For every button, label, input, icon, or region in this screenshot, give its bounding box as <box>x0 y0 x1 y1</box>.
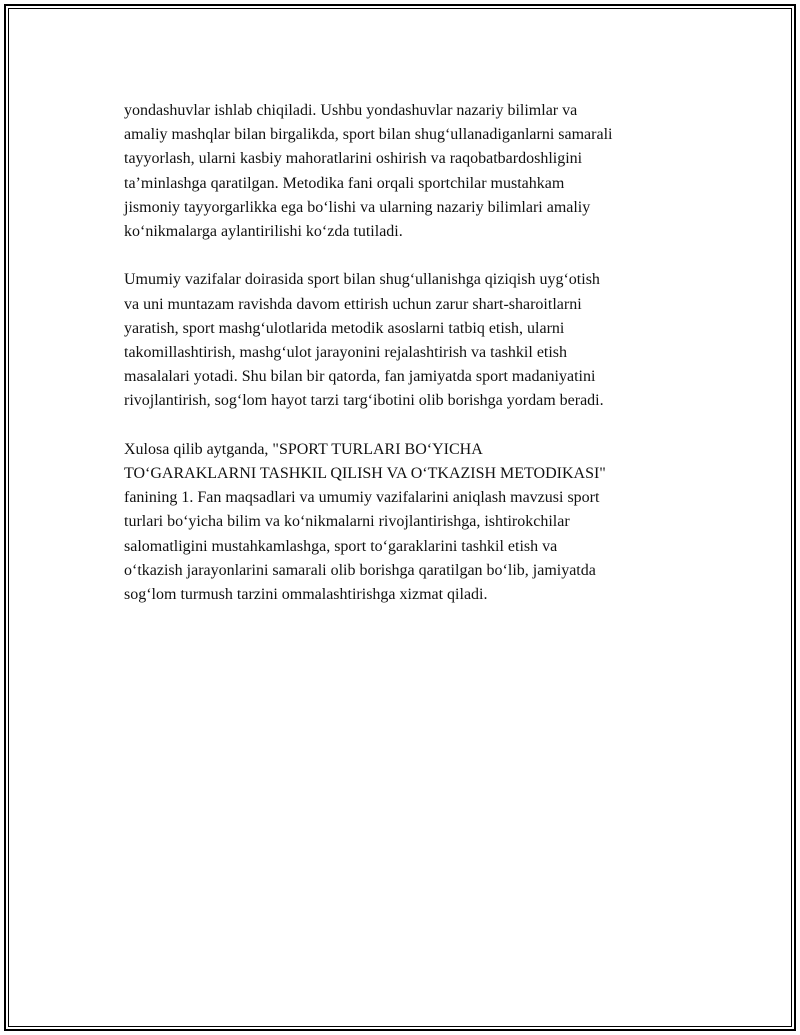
text-line: yondashuvlar ishlab chiqiladi. Ushbu yondashuvlar nazariy bilimlar va <box>124 102 578 119</box>
text-line: tayyorlash, ularni kasbiy mahoratlarini oshirish va raqobatbardoshligini <box>124 150 583 168</box>
text-line: Umumiy vazifalar doirasida sport bilan shug‘ullanishga qiziqish uyg‘otish <box>124 271 600 289</box>
text-line: Xulosa qilib aytganda, "SPORT TURLARI BO‘YICHA <box>124 440 483 458</box>
text-line: jismoniy tayyorgarlikka ega bo‘lishi va ularning nazariy bilimlari amaliy <box>124 198 591 216</box>
text-line: yaratish, sport mashg‘ulotlarida metodik asoslarni tatbiq etish, ularni <box>124 319 565 337</box>
text-line: TO‘GARAKLARNI TASHKIL QILISH VA O‘TKAZISH METODIKASI" <box>124 465 606 483</box>
text-line: rivojlantirish, sog‘lom hayot tarzi targ‘ibotini olib borishga yordam beradi. <box>124 392 604 410</box>
document-body <box>124 99 694 607</box>
text-line: sog‘lom turmush tarzini ommalashtirishga xizmat qiladi. <box>124 586 488 604</box>
text-line: turlari bo‘yicha bilim va ko‘nikmalarni rivojlantirishga, ishtirokchilar <box>124 513 570 531</box>
paragraph-conclusion <box>124 438 694 607</box>
text-line: o‘tkazish jarayonlarini samarali olib borishga qaratilgan bo‘lib, jamiyatda <box>124 561 596 579</box>
text-line: va uni muntazam ravishda davom ettirish uchun zarur shart-sharoitlarni <box>124 295 582 313</box>
text-line: amaliy mashqlar bilan birgalikda, sport bilan shug‘ullanadiganlarni samarali <box>124 126 613 144</box>
text-line: ko‘nikmalarga aylantirilishi ko‘zda tutiladi. <box>124 223 403 241</box>
paragraph-approaches <box>124 99 694 244</box>
text-line: fanining 1. Fan maqsadlari va umumiy vazifalarini aniqlash mavzusi sport <box>124 489 600 507</box>
text-line: salomatligini mustahkamlashga, sport to‘garaklarini tashkil etish va <box>124 537 558 555</box>
paragraph-general-tasks <box>124 268 694 413</box>
page-border <box>4 4 796 1031</box>
text-line: ta’minlashga qaratilgan. Metodika fani orqali sportchilar mustahkam <box>124 174 565 192</box>
text-line: masalalari yotadi. Shu bilan bir qatorda, fan jamiyatda sport madaniyatini <box>124 368 596 386</box>
text-line: takomillashtirish, mashg‘ulot jarayonini rejalashtirish va tashkil etish <box>124 344 568 362</box>
